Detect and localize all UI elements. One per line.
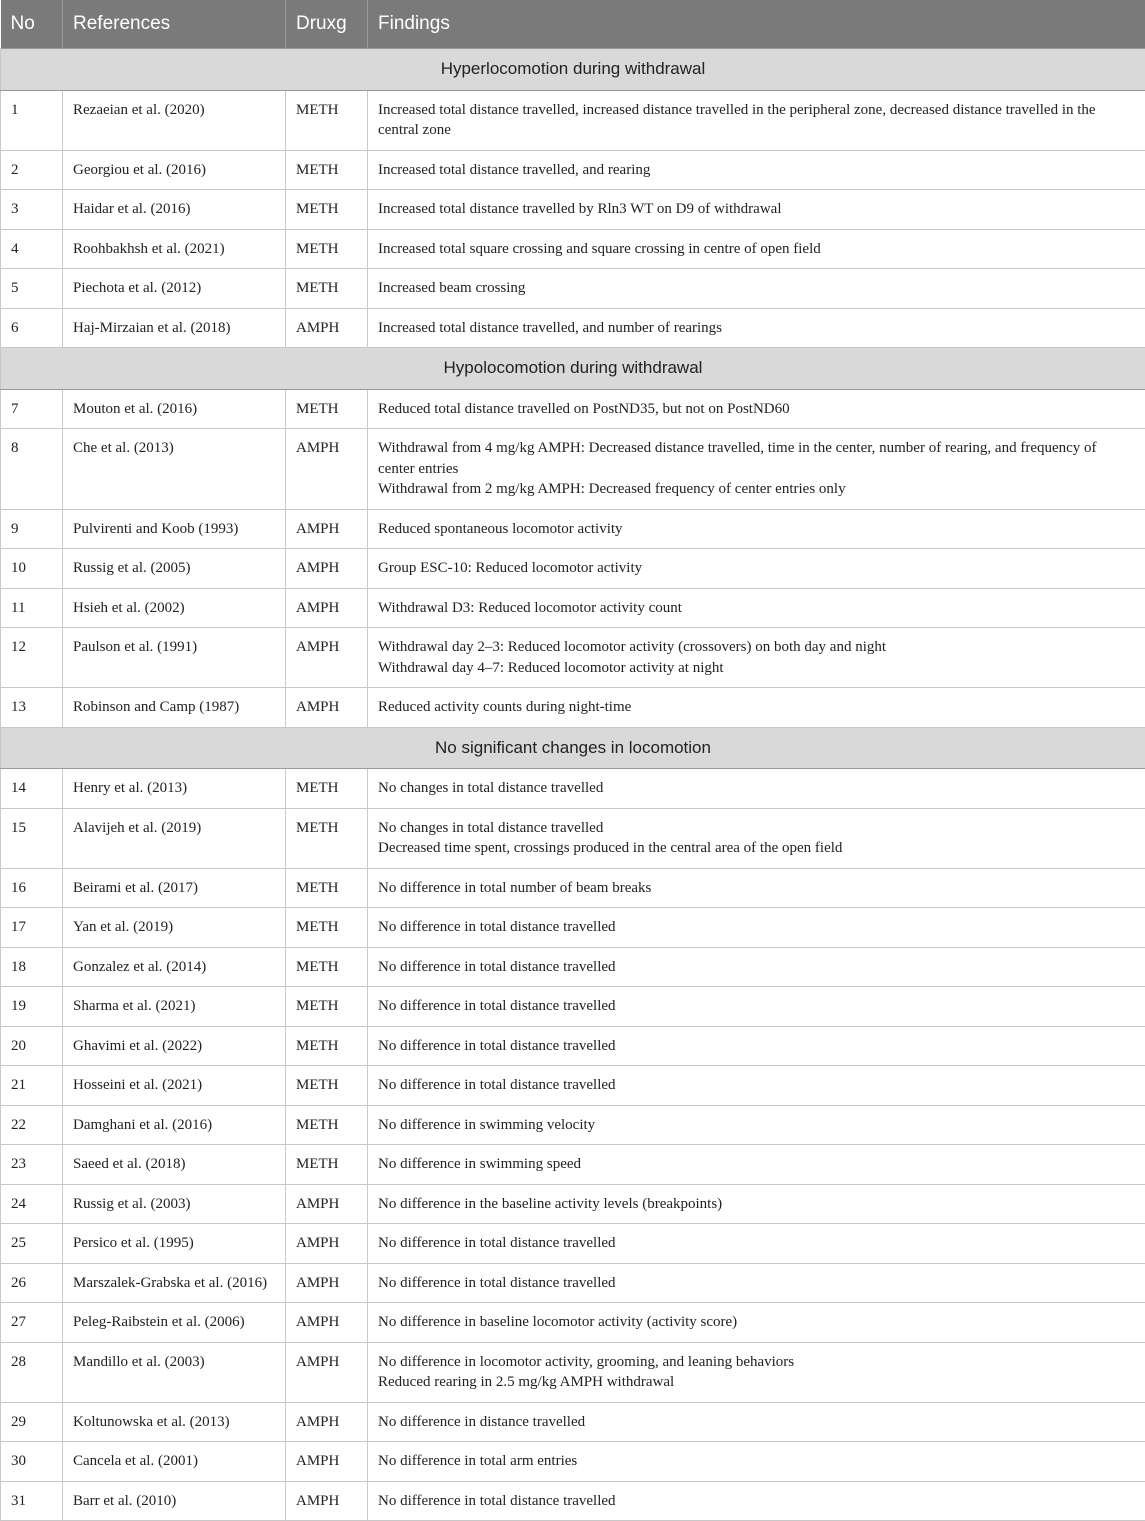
cell-no: 12 [1, 628, 63, 688]
cell-no: 30 [1, 1442, 63, 1482]
cell-findings [368, 269, 1145, 309]
cell-findings [368, 1224, 1145, 1264]
cell-no: 4 [1, 229, 63, 269]
cell-reference: Saeed et al. (2018) [63, 1145, 286, 1185]
cell-reference: Russig et al. (2003) [63, 1184, 286, 1224]
table-row [1, 1184, 1145, 1224]
table-header [1, 0, 1145, 49]
cell-no: 29 [1, 1402, 63, 1442]
cell-no: 24 [1, 1184, 63, 1224]
cell-no: 20 [1, 1026, 63, 1066]
cell-findings [368, 1263, 1145, 1303]
cell-reference: Alavijeh et al. (2019) [63, 808, 286, 868]
cell-drug: METH [286, 769, 368, 809]
cell-no: 19 [1, 987, 63, 1027]
cell-findings [368, 190, 1145, 230]
table-row [1, 1145, 1145, 1185]
cell-reference: Mandillo et al. (2003) [63, 1342, 286, 1402]
cell-findings [368, 1402, 1145, 1442]
cell-drug: AMPH [286, 509, 368, 549]
cell-no: 31 [1, 1481, 63, 1521]
cell-drug: AMPH [286, 429, 368, 510]
table-row [1, 769, 1145, 809]
table-row [1, 1026, 1145, 1066]
table-row [1, 1481, 1145, 1521]
section-title: Hyperlocomotion during withdrawal [1, 49, 1145, 91]
cell-no: 13 [1, 688, 63, 728]
cell-drug: AMPH [286, 1224, 368, 1264]
findings-line: No difference in total distance travelled [378, 1491, 1135, 1512]
cell-drug: AMPH [286, 1342, 368, 1402]
cell-reference: Rezaeian et al. (2020) [63, 90, 286, 150]
cell-reference: Henry et al. (2013) [63, 769, 286, 809]
cell-drug: METH [286, 90, 368, 150]
findings-line: Withdrawal day 4–7: Reduced locomotor activity at night [378, 658, 1135, 679]
cell-drug: METH [286, 190, 368, 230]
cell-findings [368, 1066, 1145, 1106]
cell-reference: Sharma et al. (2021) [63, 987, 286, 1027]
cell-no: 9 [1, 509, 63, 549]
column-header-references: References [63, 0, 286, 49]
cell-no: 27 [1, 1303, 63, 1343]
cell-drug: AMPH [286, 628, 368, 688]
cell-no: 21 [1, 1066, 63, 1106]
table-row [1, 908, 1145, 948]
cell-findings [368, 808, 1145, 868]
table-row [1, 1066, 1145, 1106]
column-header-findings: Findings [368, 0, 1145, 49]
findings-line: No difference in total distance travelled [378, 1075, 1135, 1096]
cell-reference: Hosseini et al. (2021) [63, 1066, 286, 1106]
cell-drug: METH [286, 947, 368, 987]
cell-no: 10 [1, 549, 63, 589]
cell-no: 11 [1, 588, 63, 628]
cell-findings [368, 1342, 1145, 1402]
cell-reference: Koltunowska et al. (2013) [63, 1402, 286, 1442]
table-row [1, 150, 1145, 190]
cell-findings [368, 308, 1145, 348]
cell-drug: AMPH [286, 1442, 368, 1482]
cell-reference: Piechota et al. (2012) [63, 269, 286, 309]
cell-no: 18 [1, 947, 63, 987]
cell-reference: Paulson et al. (1991) [63, 628, 286, 688]
cell-reference: Peleg-Raibstein et al. (2006) [63, 1303, 286, 1343]
table-row [1, 308, 1145, 348]
cell-drug: AMPH [286, 1263, 368, 1303]
findings-line: Withdrawal from 2 mg/kg AMPH: Decreased frequency of center entries only [378, 479, 1135, 500]
cell-reference: Gonzalez et al. (2014) [63, 947, 286, 987]
cell-reference: Russig et al. (2005) [63, 549, 286, 589]
cell-drug: METH [286, 868, 368, 908]
cell-findings [368, 908, 1145, 948]
cell-no: 17 [1, 908, 63, 948]
findings-line: Increased total distance travelled, and rearing [378, 160, 1135, 181]
cell-drug: AMPH [286, 588, 368, 628]
findings-line: Withdrawal from 4 mg/kg AMPH: Decreased distance travelled, time in the center, number of rearing, and frequency of center entries [378, 438, 1135, 479]
cell-findings [368, 947, 1145, 987]
findings-line: Increased total distance travelled, increased distance travelled in the peripheral zone, decreased distance travelled in the central zone [378, 100, 1135, 141]
table-row [1, 389, 1145, 429]
findings-line: No difference in distance travelled [378, 1412, 1135, 1433]
cell-findings [368, 588, 1145, 628]
cell-reference: Che et al. (2013) [63, 429, 286, 510]
cell-reference: Haidar et al. (2016) [63, 190, 286, 230]
cell-drug: METH [286, 1145, 368, 1185]
table-row [1, 947, 1145, 987]
cell-reference: Damghani et al. (2016) [63, 1105, 286, 1145]
cell-reference: Georgiou et al. (2016) [63, 150, 286, 190]
cell-drug: METH [286, 1066, 368, 1106]
findings-line: No difference in locomotor activity, grooming, and leaning behaviors [378, 1352, 1135, 1373]
table-row [1, 269, 1145, 309]
cell-reference: Beirami et al. (2017) [63, 868, 286, 908]
findings-line: Reduced total distance travelled on PostND35, but not on PostND60 [378, 399, 1135, 420]
cell-findings [368, 1105, 1145, 1145]
table-row [1, 808, 1145, 868]
cell-findings [368, 1026, 1145, 1066]
cell-no: 5 [1, 269, 63, 309]
cell-findings [368, 769, 1145, 809]
table-row [1, 509, 1145, 549]
table-row [1, 90, 1145, 150]
cell-drug: METH [286, 150, 368, 190]
cell-drug: METH [286, 389, 368, 429]
cell-findings [368, 1481, 1145, 1521]
table-row [1, 987, 1145, 1027]
section-title: Hypolocomotion during withdrawal [1, 348, 1145, 390]
column-header-drug: Druxg [286, 0, 368, 49]
findings-line: Increased beam crossing [378, 278, 1135, 299]
cell-reference: Haj-Mirzaian et al. (2018) [63, 308, 286, 348]
findings-line: No difference in total distance travelled [378, 1273, 1135, 1294]
findings-line: Reduced rearing in 2.5 mg/kg AMPH withdrawal [378, 1372, 1135, 1393]
findings-line: Withdrawal day 2–3: Reduced locomotor activity (crossovers) on both day and night [378, 637, 1135, 658]
cell-reference: Roohbakhsh et al. (2021) [63, 229, 286, 269]
findings-line: No changes in total distance travelled [378, 818, 1135, 839]
cell-no: 23 [1, 1145, 63, 1185]
cell-drug: AMPH [286, 549, 368, 589]
cell-reference: Cancela et al. (2001) [63, 1442, 286, 1482]
cell-findings [368, 429, 1145, 510]
table-row [1, 688, 1145, 728]
cell-findings [368, 868, 1145, 908]
table-row [1, 190, 1145, 230]
findings-line: Reduced activity counts during night-time [378, 697, 1135, 718]
cell-findings [368, 90, 1145, 150]
cell-drug: METH [286, 269, 368, 309]
findings-line: Reduced spontaneous locomotor activity [378, 519, 1135, 540]
section-row [1, 49, 1145, 91]
cell-reference: Hsieh et al. (2002) [63, 588, 286, 628]
cell-reference: Barr et al. (2010) [63, 1481, 286, 1521]
table-row [1, 1342, 1145, 1402]
findings-line: No difference in baseline locomotor activity (activity score) [378, 1312, 1135, 1333]
cell-findings [368, 1184, 1145, 1224]
cell-drug: AMPH [286, 688, 368, 728]
header-row [1, 0, 1145, 49]
findings-line: No difference in total arm entries [378, 1451, 1135, 1472]
section-row [1, 348, 1145, 390]
cell-drug: AMPH [286, 1303, 368, 1343]
table-row [1, 868, 1145, 908]
cell-findings [368, 229, 1145, 269]
cell-no: 22 [1, 1105, 63, 1145]
table-row [1, 429, 1145, 510]
table-row [1, 1263, 1145, 1303]
cell-findings [368, 509, 1145, 549]
cell-no: 25 [1, 1224, 63, 1264]
cell-drug: METH [286, 1105, 368, 1145]
cell-no: 14 [1, 769, 63, 809]
table-row [1, 628, 1145, 688]
table-row [1, 549, 1145, 589]
findings-line: No difference in total distance travelled [378, 1233, 1135, 1254]
cell-no: 28 [1, 1342, 63, 1402]
cell-drug: AMPH [286, 1184, 368, 1224]
cell-findings [368, 1145, 1145, 1185]
cell-no: 7 [1, 389, 63, 429]
cell-no: 26 [1, 1263, 63, 1303]
section-title: No significant changes in locomotion [1, 727, 1145, 769]
findings-line: No difference in total distance travelled [378, 996, 1135, 1017]
cell-findings [368, 1442, 1145, 1482]
findings-line: No difference in total distance travelled [378, 1036, 1135, 1057]
cell-findings [368, 1303, 1145, 1343]
findings-line: Decreased time spent, crossings produced in the central area of the open field [378, 838, 1135, 859]
findings-line: Group ESC-10: Reduced locomotor activity [378, 558, 1135, 579]
findings-line: Withdrawal D3: Reduced locomotor activity count [378, 598, 1135, 619]
table-row [1, 1224, 1145, 1264]
cell-findings [368, 987, 1145, 1027]
cell-drug: METH [286, 908, 368, 948]
cell-reference: Marszalek-Grabska et al. (2016) [63, 1263, 286, 1303]
cell-drug: AMPH [286, 308, 368, 348]
cell-no: 2 [1, 150, 63, 190]
table-row [1, 1402, 1145, 1442]
cell-reference: Yan et al. (2019) [63, 908, 286, 948]
column-header-no: No [1, 0, 63, 49]
findings-line: No difference in the baseline activity levels (breakpoints) [378, 1194, 1135, 1215]
cell-drug: METH [286, 1026, 368, 1066]
cell-drug: METH [286, 987, 368, 1027]
table-row [1, 588, 1145, 628]
table-body [1, 49, 1145, 1521]
table-row [1, 1105, 1145, 1145]
findings-line: Increased total square crossing and square crossing in centre of open field [378, 239, 1135, 260]
findings-line: No difference in swimming speed [378, 1154, 1135, 1175]
findings-line: No changes in total distance travelled [378, 778, 1135, 799]
cell-reference: Pulvirenti and Koob (1993) [63, 509, 286, 549]
cell-no: 15 [1, 808, 63, 868]
table-row [1, 1442, 1145, 1482]
cell-drug: AMPH [286, 1402, 368, 1442]
cell-findings [368, 628, 1145, 688]
cell-reference: Robinson and Camp (1987) [63, 688, 286, 728]
findings-line: Increased total distance travelled by Rln3 WT on D9 of withdrawal [378, 199, 1135, 220]
findings-line: No difference in total number of beam breaks [378, 878, 1135, 899]
section-row [1, 727, 1145, 769]
cell-reference: Persico et al. (1995) [63, 1224, 286, 1264]
findings-line: Increased total distance travelled, and number of rearings [378, 318, 1135, 339]
cell-findings [368, 688, 1145, 728]
cell-reference: Ghavimi et al. (2022) [63, 1026, 286, 1066]
table-row [1, 1303, 1145, 1343]
cell-no: 1 [1, 90, 63, 150]
cell-no: 3 [1, 190, 63, 230]
cell-no: 6 [1, 308, 63, 348]
cell-drug: AMPH [286, 1481, 368, 1521]
cell-no: 8 [1, 429, 63, 510]
cell-no: 16 [1, 868, 63, 908]
cell-findings [368, 150, 1145, 190]
findings-line: No difference in total distance travelled [378, 917, 1135, 938]
cell-drug: METH [286, 229, 368, 269]
findings-line: No difference in total distance travelled [378, 957, 1135, 978]
cell-drug: METH [286, 808, 368, 868]
cell-findings [368, 549, 1145, 589]
findings-line: No difference in swimming velocity [378, 1115, 1135, 1136]
cell-reference: Mouton et al. (2016) [63, 389, 286, 429]
cell-findings [368, 389, 1145, 429]
table-row [1, 229, 1145, 269]
